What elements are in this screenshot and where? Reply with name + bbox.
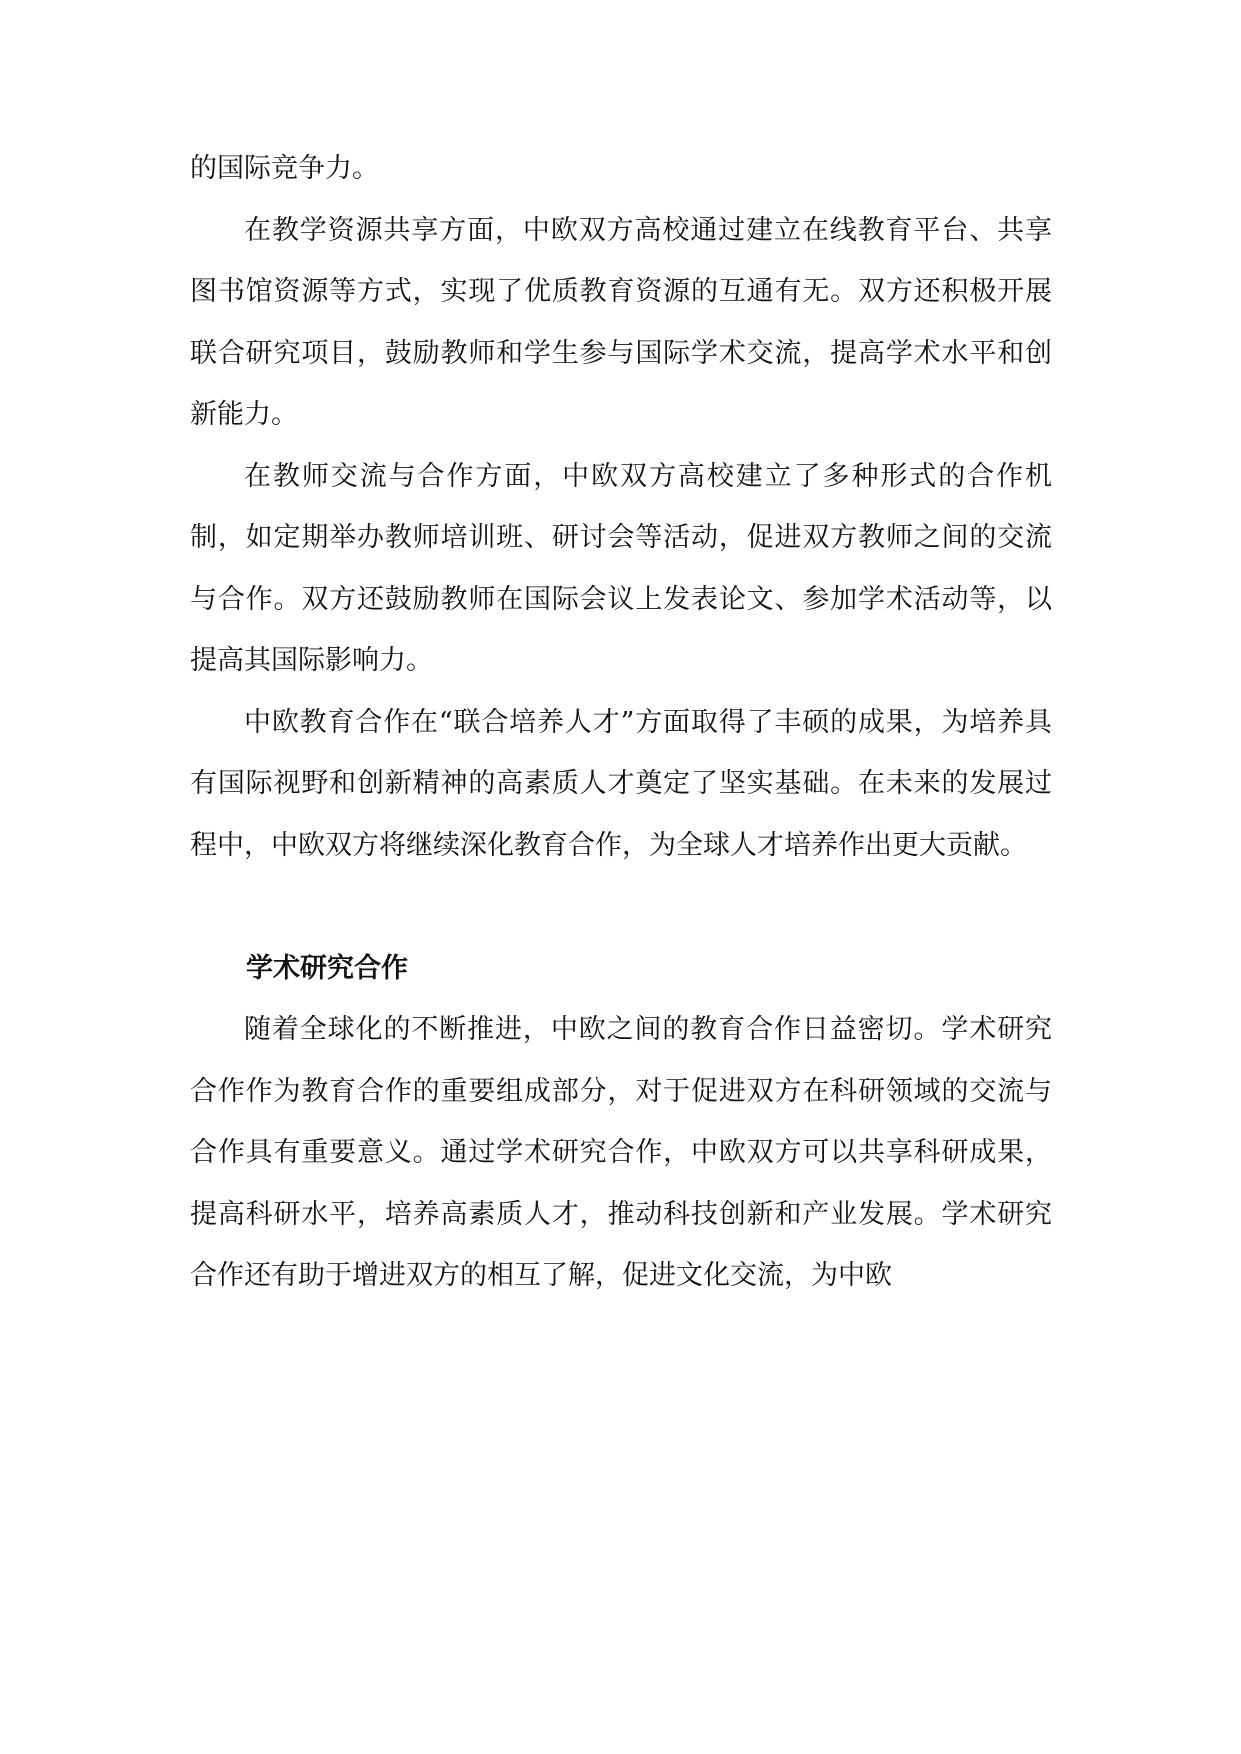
paragraph-teaching-resources: 在教学资源共享方面，中欧双方高校通过建立在线教育平台、共享图书馆资源等方式，实现了优质教育资源的互通有无。双方还积极开展联合研究项目，鼓励教师和学生参与国际学术交流，提高学术水平和创新能力。	[190, 214, 1052, 430]
section-heading: 学术研究合作	[246, 952, 408, 984]
paragraph-joint-talent: 中欧教育合作在“联合培养人才”方面取得了丰硕的成果，为培养具有国际视野和创新精神的高素质人才奠定了坚实基础。在未来的发展过程中，中欧双方将继续深化教育合作，为全球人才培养作出更大贡献。	[190, 706, 1052, 861]
paragraph-academic-research: 随着全球化的不断推进，中欧之间的教育合作日益密切。学术研究合作作为教育合作的重要组成部分，对于促进双方在科研领域的交流与合作具有重要意义。通过学术研究合作，中欧双方可以共享科研成果，提高科研水平，培养高素质人才，推动科技创新和产业发展。学术研究合作还有助于增进双方的相互了解，促进文化交流，为中欧	[190, 1014, 1052, 1291]
section-spacer	[190, 876, 1052, 938]
paragraph-continuation: 的国际竞争力。	[190, 153, 379, 184]
document-body	[190, 138, 1052, 1307]
paragraph-teacher-exchange: 在教师交流与合作方面，中欧双方高校建立了多种形式的合作机制，如定期举办教师培训班、研讨会等活动，促进双方教师之间的交流与合作。双方还鼓励教师在国际会议上发表论文、参加学术活动等，以提高其国际影响力。	[190, 460, 1052, 676]
